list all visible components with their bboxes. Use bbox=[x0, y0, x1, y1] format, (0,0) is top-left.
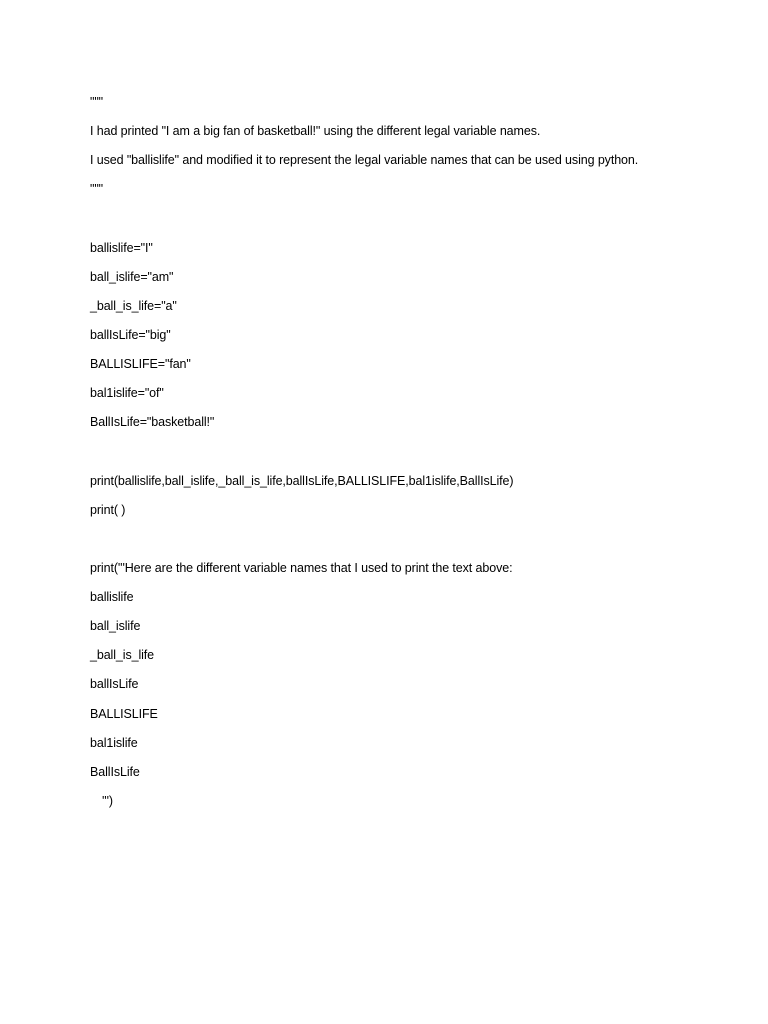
variable-list-item: ballIsLife bbox=[90, 677, 139, 691]
print-heading-line: print('''Here are the different variable names that I used to print the text above: bbox=[90, 561, 513, 575]
variable-list-item: ball_islife bbox=[90, 619, 141, 633]
print-empty-line: print( ) bbox=[90, 503, 126, 517]
intro-line-1: I had printed "I am a big fan of basketball!" using the different legal variable names. bbox=[90, 124, 541, 138]
closing-line: ''') bbox=[102, 794, 113, 808]
variable-list-item: BallIsLife bbox=[90, 765, 140, 779]
variable-list-item: _ball_is_life bbox=[90, 648, 155, 662]
assignment-line: BALLISLIFE="fan" bbox=[90, 357, 191, 371]
assignment-line: _ball_is_life="a" bbox=[90, 299, 177, 313]
assignment-line: ballislife="I" bbox=[90, 241, 153, 255]
variable-list-item: BALLISLIFE bbox=[90, 707, 158, 721]
assignment-line: BallIsLife="basketball!" bbox=[90, 415, 215, 429]
intro-line-2: I used "ballislife" and modified it to represent the legal variable names that can be used using python. bbox=[90, 153, 639, 167]
variable-list-item: ballislife bbox=[90, 590, 134, 604]
assignment-line: ball_islife="am" bbox=[90, 270, 174, 284]
docstring-close: """ bbox=[90, 182, 104, 196]
assignment-line: ballIsLife="big" bbox=[90, 328, 171, 342]
print-call-line: print(ballislife,ball_islife,_ball_is_life,ballIsLife,BALLISLIFE,bal1islife,BallIsLife) bbox=[90, 474, 514, 488]
variable-list-item: bal1islife bbox=[90, 736, 138, 750]
assignment-line: bal1islife="of" bbox=[90, 386, 164, 400]
docstring-open: """ bbox=[90, 95, 104, 109]
